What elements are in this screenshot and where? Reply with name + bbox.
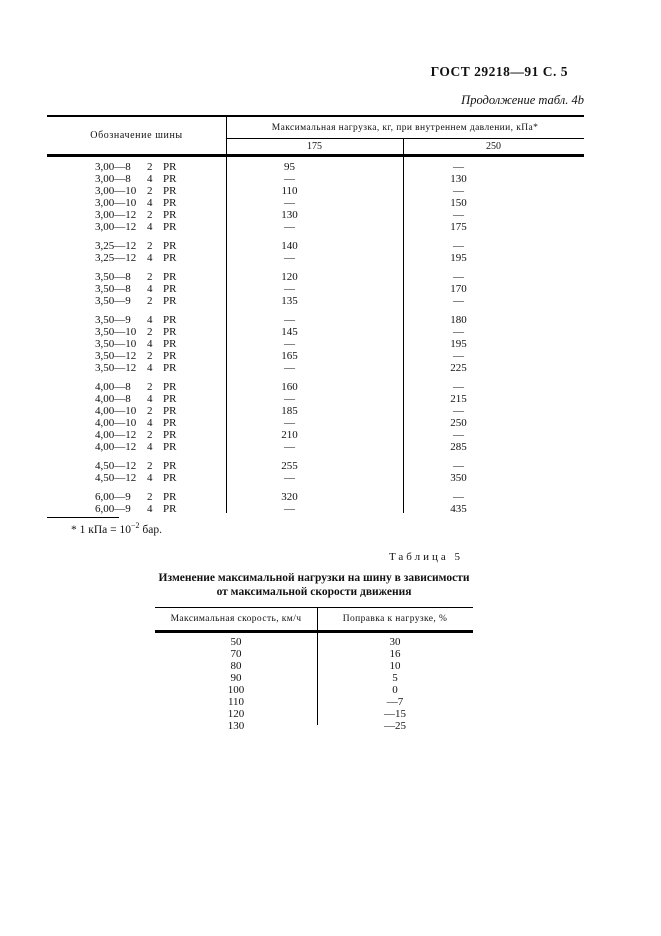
tire-designation-cell [47,472,226,484]
table-row [47,314,584,326]
tire-size: 3,00—12 [95,221,137,233]
table-row [47,417,584,429]
tire-pr-suffix: PR [163,503,177,515]
table-row [47,209,584,221]
tire-size: 3,00—10 [95,185,137,197]
tire-pr-suffix: PR [163,338,177,350]
load-175-cell: 130 [281,209,298,221]
tire-ply-rating: 2 [147,161,153,173]
speed-cell: 110 [227,696,245,708]
tire-ply-rating: 2 [147,271,153,283]
tire-designation-cell [47,283,226,295]
tire-designation-cell [47,326,226,338]
tire-ply-rating: 2 [147,240,153,252]
tire-pr-suffix: PR [163,491,177,503]
tire-pr-suffix: PR [163,393,177,405]
table-row [47,221,584,233]
load-250-cell: 150 [450,197,467,209]
load-175-cell: — [284,441,295,453]
tire-pr-suffix: PR [163,429,177,441]
speed-cell: 90 [230,672,242,684]
load-250-cell: — [453,350,464,362]
table-row [47,503,584,515]
tire-size: 4,00—8 [95,381,131,393]
tire-ply-rating: 2 [147,185,153,197]
tire-group [47,271,584,307]
tire-pr-suffix: PR [163,271,177,283]
table-row [155,636,473,648]
tire-ply-rating: 2 [147,381,153,393]
tire-size: 3,50—8 [95,283,131,295]
tire-group [47,491,584,515]
tire-load-table-body [47,157,584,515]
load-250-cell: — [453,491,464,503]
table-row [47,460,584,472]
load-175-cell: — [284,283,295,295]
tire-pr-suffix: PR [163,381,177,393]
table-row [47,161,584,173]
tire-ply-rating: 2 [147,491,153,503]
load-175-cell: 120 [281,271,298,283]
tire-pr-suffix: PR [163,161,177,173]
load-175-cell: — [284,221,295,233]
tire-ply-rating: 4 [147,338,153,350]
load-250-cell: 435 [450,503,467,515]
tire-group [47,161,584,233]
tire-group [47,460,584,484]
tire-pr-suffix: PR [163,460,177,472]
correction-cell: 30 [389,636,401,648]
load-250-cell: — [453,295,464,307]
tire-designation-cell [47,240,226,252]
correction-cell: —25 [384,720,406,732]
speed-cell: 100 [227,684,245,696]
load-250-cell: 195 [450,338,467,350]
tire-ply-rating: 4 [147,197,153,209]
load-175-cell: 140 [281,240,298,252]
tire-designation-cell [47,221,226,233]
load-175-cell: — [284,338,295,350]
table-row [47,283,584,295]
tire-size: 6,00—9 [95,503,131,515]
tire-designation-cell [47,271,226,283]
load-250-cell: — [453,271,464,283]
table-row [155,708,473,720]
tire-pr-suffix: PR [163,472,177,484]
tire-designation-cell [47,338,226,350]
tire-pr-suffix: PR [163,197,177,209]
tire-designation-cell [47,405,226,417]
load-175-cell: 160 [281,381,298,393]
load-175-cell: — [284,173,295,185]
speed-cell: 120 [227,708,245,720]
speed-correction-table [155,607,473,732]
tire-size: 3,00—8 [95,173,131,185]
load-175-cell: 210 [281,429,298,441]
tire-size: 3,50—8 [95,271,131,283]
table5-title [135,572,493,599]
footnote-rule [47,517,119,518]
load-175-cell: — [284,393,295,405]
load-175-cell: — [284,362,295,374]
table-row [47,338,584,350]
tire-designation-cell [47,252,226,264]
column-header-load-correction: Поправка к нагрузке, % [342,614,448,624]
tire-designation-cell [47,362,226,374]
tire-ply-rating: 4 [147,173,153,185]
table-row [47,252,584,264]
tire-size: 4,50—12 [95,472,137,484]
tire-ply-rating: 4 [147,221,153,233]
load-250-cell: 225 [450,362,467,374]
tire-size: 3,25—12 [95,252,137,264]
tire-pr-suffix: PR [163,283,177,295]
correction-cell: 0 [392,684,398,696]
load-250-cell: 195 [450,252,467,264]
table-row [155,660,473,672]
footnote-text: * 1 кПа = 10 [71,523,131,536]
tire-group [47,240,584,264]
footnote [71,521,162,536]
table-continuation-label: Продолжение табл. 4b [461,93,584,107]
tire-designation-cell [47,185,226,197]
tire-designation-cell [47,393,226,405]
tire-designation-cell [47,314,226,326]
table-row [47,240,584,252]
correction-cell: —7 [386,696,404,708]
tire-pr-suffix: PR [163,326,177,338]
load-250-cell: 130 [450,173,467,185]
tire-ply-rating: 2 [147,429,153,441]
speed-cell: 50 [230,636,242,648]
load-250-cell: — [453,429,464,441]
tire-designation-cell [47,503,226,515]
tire-size: 3,50—9 [95,295,131,307]
load-175-cell: — [284,252,295,264]
load-250-cell: — [453,381,464,393]
tire-size: 6,00—9 [95,491,131,503]
speed-cell: 70 [230,648,242,660]
tire-pr-suffix: PR [163,417,177,429]
load-175-cell: 255 [281,460,298,472]
tire-designation-cell [47,417,226,429]
tire-ply-rating: 4 [147,417,153,429]
table-row [155,720,473,732]
tire-designation-cell [47,441,226,453]
tire-pr-suffix: PR [163,314,177,326]
tire-size: 3,00—10 [95,197,137,209]
tire-pr-suffix: PR [163,240,177,252]
tire-ply-rating: 4 [147,252,153,264]
tire-designation-cell [47,295,226,307]
tire-size: 3,50—12 [95,350,137,362]
table-row [155,684,473,696]
tire-size: 3,50—10 [95,338,137,350]
tire-designation-cell [47,491,226,503]
tire-size: 3,25—12 [95,240,137,252]
tire-load-table [47,115,584,515]
tire-size: 3,50—10 [95,326,137,338]
tire-size: 3,50—12 [95,362,137,374]
tire-designation-cell [47,460,226,472]
tire-pr-suffix: PR [163,209,177,221]
load-175-cell: 145 [281,326,298,338]
tire-pr-suffix: PR [163,185,177,197]
speed-cell: 130 [227,720,245,732]
load-175-cell: — [284,197,295,209]
table-row [155,672,473,684]
load-175-cell: — [284,314,295,326]
tire-pr-suffix: PR [163,405,177,417]
table-row [47,362,584,374]
tire-ply-rating: 4 [147,503,153,515]
load-175-cell: — [284,472,295,484]
table-row [47,295,584,307]
tire-designation-cell [47,429,226,441]
tire-designation-cell [47,161,226,173]
load-250-cell: — [453,326,464,338]
load-175-cell: 110 [281,185,298,197]
tire-ply-rating: 4 [147,362,153,374]
tire-ply-rating: 4 [147,283,153,295]
column-header-max-speed: Максимальная скорость, км/ч [170,614,302,624]
tire-pr-suffix: PR [163,295,177,307]
tire-group [47,314,584,374]
table-row [47,441,584,453]
tire-ply-rating: 2 [147,209,153,221]
correction-cell: 5 [392,672,398,684]
table5-title-line2: от максимальной скорости движения [216,585,412,598]
tire-ply-rating: 2 [147,350,153,362]
tire-ply-rating: 2 [147,295,153,307]
column-header-pressure-250: 250 [486,141,501,152]
tire-ply-rating: 4 [147,393,153,405]
load-175-cell: — [284,417,295,429]
table5-title-line1: Изменение максимальной нагрузки на шину в зависимости [158,572,470,584]
load-250-cell: 170 [450,283,467,295]
correction-cell: 16 [389,648,401,660]
table-row [47,381,584,393]
table-row [155,696,473,708]
tire-group [47,381,584,453]
load-175-cell: 95 [284,161,295,173]
table-row [47,197,584,209]
load-175-cell: 165 [281,350,298,362]
load-250-cell: 175 [450,221,467,233]
load-175-cell: 320 [281,491,298,503]
column-header-designation: Обозначение шины [90,130,183,141]
tire-size: 4,00—8 [95,393,131,405]
tire-pr-suffix: PR [163,362,177,374]
load-250-cell: — [453,209,464,221]
column-header-max-load: Максимальная нагрузка, кг, при внутреннем давлении, кПа* [271,122,539,133]
tire-size: 4,50—12 [95,460,137,472]
tire-ply-rating: 2 [147,405,153,417]
table5-label: Таблица 5 [388,551,463,563]
table-row [47,405,584,417]
tire-size: 3,00—8 [95,161,131,173]
footnote-exponent: −2 [130,521,140,530]
tire-ply-rating: 4 [147,441,153,453]
table-row [47,173,584,185]
load-175-cell: 185 [281,405,298,417]
load-250-cell: 180 [450,314,467,326]
tire-designation-cell [47,350,226,362]
load-250-cell: 285 [450,441,467,453]
speed-correction-table-body [155,633,473,732]
load-250-cell: 215 [450,393,467,405]
table-row [47,350,584,362]
footnote-unit: бар. [139,523,162,536]
tire-pr-suffix: PR [163,441,177,453]
tire-pr-suffix: PR [163,252,177,264]
speed-cell: 80 [230,660,242,672]
table-row [47,393,584,405]
tire-designation-cell [47,197,226,209]
tire-pr-suffix: PR [163,350,177,362]
table-row [47,326,584,338]
table-row [47,429,584,441]
load-250-cell: — [453,460,464,472]
tire-pr-suffix: PR [163,173,177,185]
correction-cell: —15 [384,708,406,720]
table-row [47,271,584,283]
tire-designation-cell [47,209,226,221]
tire-size: 3,50—9 [95,314,131,326]
load-175-cell: — [284,503,295,515]
tire-size: 4,00—12 [95,441,137,453]
load-250-cell: — [453,161,464,173]
tire-size: 3,00—12 [95,209,137,221]
column-header-pressure-175: 175 [307,141,322,152]
load-250-cell: — [453,405,464,417]
load-250-cell: — [453,185,464,197]
load-250-cell: — [453,240,464,252]
tire-designation-cell [47,173,226,185]
page-header: ГОСТ 29218—91 С. 5 [430,64,568,79]
tire-ply-rating: 4 [147,472,153,484]
load-250-cell: 250 [450,417,467,429]
tire-size: 4,00—10 [95,405,137,417]
load-250-cell: 350 [450,472,467,484]
table-row [47,472,584,484]
tire-pr-suffix: PR [163,221,177,233]
tire-size: 4,00—10 [95,417,137,429]
table-row [47,185,584,197]
table-row [155,648,473,660]
tire-designation-cell [47,381,226,393]
load-175-cell: 135 [281,295,298,307]
tire-ply-rating: 2 [147,326,153,338]
tire-ply-rating: 4 [147,314,153,326]
tire-ply-rating: 2 [147,460,153,472]
table-row [47,491,584,503]
correction-cell: 10 [389,660,401,672]
tire-size: 4,00—12 [95,429,137,441]
